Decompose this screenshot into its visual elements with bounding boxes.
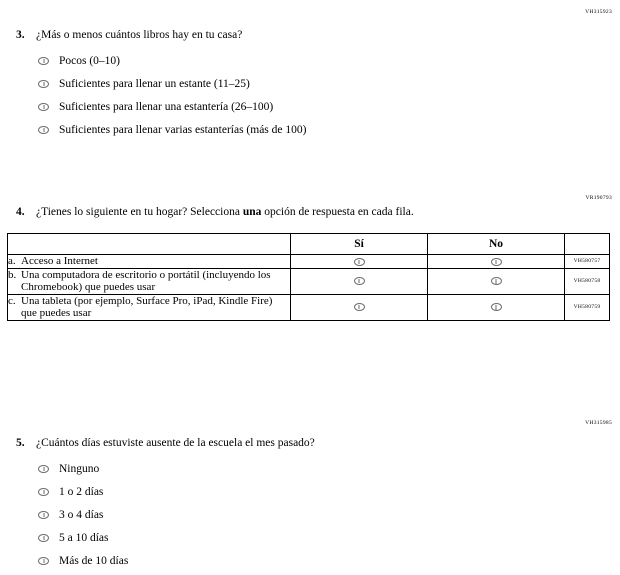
- radio-button-icon[interactable]: [38, 534, 49, 542]
- cell-no[interactable]: [428, 255, 565, 269]
- row-stem-text: Acceso a Internet: [21, 255, 98, 267]
- radio-button-icon[interactable]: [491, 277, 502, 285]
- question-3-text: ¿Más o menos cuántos libros hay en tu casa?: [36, 29, 243, 41]
- radio-button-icon[interactable]: [491, 258, 502, 266]
- question-4-text-after: opción de respuesta en cada fila.: [261, 206, 414, 218]
- option-row[interactable]: [38, 503, 610, 526]
- table-header-row: [8, 234, 610, 255]
- radio-button-icon[interactable]: [491, 303, 502, 311]
- question-3-number: 3.: [16, 29, 25, 41]
- option-row[interactable]: [38, 118, 610, 141]
- option-label: 1 o 2 días: [59, 485, 104, 498]
- item-code-q5: VH315985: [585, 420, 612, 426]
- option-row[interactable]: [38, 457, 610, 480]
- cell-no[interactable]: [428, 268, 565, 294]
- row-stem-text: Una computadora de escritorio o portátil (incluyendo los Chromebook) que puedes usar: [21, 268, 271, 293]
- row-stem-text: Una tableta (por ejemplo, Surface Pro, iPad, Kindle Fire) que puedes usar: [21, 294, 273, 319]
- row-letter: c.: [8, 294, 16, 307]
- option-row[interactable]: [38, 72, 610, 95]
- question-5: [16, 436, 610, 572]
- radio-button-icon[interactable]: [38, 465, 49, 473]
- item-code-q4: VR190793: [585, 195, 612, 201]
- option-row[interactable]: [38, 549, 610, 572]
- row-letter: a.: [8, 255, 16, 267]
- question-5-number: 5.: [16, 437, 25, 449]
- row-item-code: VH580759: [565, 294, 610, 320]
- option-row[interactable]: [38, 480, 610, 503]
- option-label: Más de 10 días: [59, 554, 129, 567]
- row-item-code: VH580757: [565, 255, 610, 269]
- question-5-text: ¿Cuántos días estuviste ausente de la escuela el mes pasado?: [36, 437, 315, 449]
- option-row[interactable]: [38, 526, 610, 549]
- radio-button-icon[interactable]: [354, 303, 365, 311]
- radio-button-icon[interactable]: [38, 80, 49, 88]
- radio-button-icon[interactable]: [354, 277, 365, 285]
- table-row: [8, 268, 610, 294]
- cell-yes[interactable]: [291, 268, 428, 294]
- column-header-code: [565, 234, 610, 255]
- radio-button-icon[interactable]: [354, 258, 365, 266]
- question-5-header: [16, 436, 610, 450]
- response-grid-table: [7, 233, 610, 321]
- question-4-grid: [7, 233, 609, 321]
- option-label: Suficientes para llenar varias estanterías (más de 100): [59, 123, 307, 136]
- table-row: [8, 255, 610, 269]
- row-item-code: VH580758: [565, 268, 610, 294]
- question-4: [16, 205, 610, 219]
- cell-yes[interactable]: [291, 294, 428, 320]
- radio-button-icon[interactable]: [38, 103, 49, 111]
- option-label: 5 a 10 días: [59, 531, 109, 544]
- option-label: Suficientes para llenar un estante (11–25): [59, 77, 250, 90]
- question-3-header: [16, 28, 610, 42]
- question-4-text-before: ¿Tienes lo siguiente en tu hogar? Selecciona: [36, 206, 243, 218]
- question-5-options: [16, 457, 610, 572]
- radio-button-icon[interactable]: [38, 557, 49, 565]
- row-stem-c: [8, 294, 291, 320]
- column-header-stem: [8, 234, 291, 255]
- radio-button-icon[interactable]: [38, 126, 49, 134]
- option-label: Pocos (0–10): [59, 54, 121, 67]
- cell-yes[interactable]: [291, 255, 428, 269]
- question-4-number: 4.: [16, 206, 25, 218]
- table-row: [8, 294, 610, 320]
- option-label: Ninguno: [59, 462, 100, 475]
- option-row[interactable]: [38, 49, 610, 72]
- row-letter: b.: [8, 268, 17, 281]
- question-3: [16, 28, 610, 141]
- option-row[interactable]: [38, 95, 610, 118]
- column-header-no: No: [428, 234, 565, 255]
- question-4-text-emphasis: una: [242, 206, 262, 218]
- option-label: Suficientes para llenar una estantería (26–100): [59, 100, 274, 113]
- row-stem-a: [8, 255, 291, 269]
- item-code-q3: VH315923: [585, 9, 612, 15]
- column-header-yes: Sí: [291, 234, 428, 255]
- cell-no[interactable]: [428, 294, 565, 320]
- radio-button-icon[interactable]: [38, 488, 49, 496]
- row-stem-b: [8, 268, 291, 294]
- radio-button-icon[interactable]: [38, 511, 49, 519]
- question-4-text: [36, 205, 414, 219]
- option-label: 3 o 4 días: [59, 508, 104, 521]
- question-3-options: [16, 49, 610, 141]
- radio-button-icon[interactable]: [38, 57, 49, 65]
- question-4-header: [16, 205, 610, 219]
